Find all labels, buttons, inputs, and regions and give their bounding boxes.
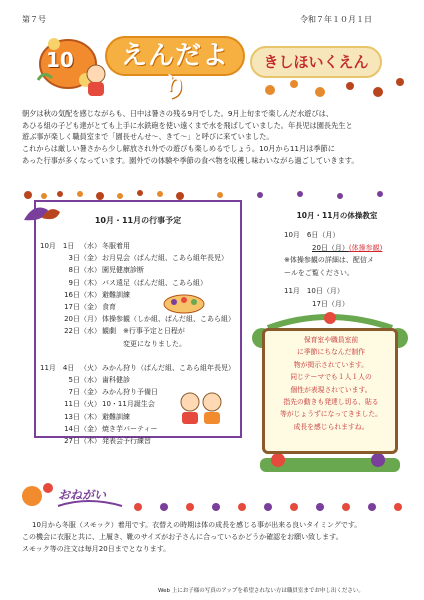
schedule-row (40, 240, 240, 252)
schedule-event: みかん狩り予備日 (102, 388, 158, 397)
schedule-title: 10月・11月の行事予定 (94, 216, 182, 225)
schedule-day: 11月 4日 (40, 363, 75, 372)
schedule-day: 7日 (68, 388, 80, 397)
child-character-icon (78, 62, 118, 98)
schedule-event: 避難訓練 (102, 290, 130, 299)
onegai-line: この機会に衣服と共に、上履き、靴のサイズがお子さんに合っているかどうか確認をお願い致します。 (22, 532, 343, 541)
schedule-weekday: （金） (80, 254, 101, 263)
board-line: 指先の動きも発達し切る、貼る (283, 398, 379, 407)
leaf-corner-icon (22, 200, 62, 224)
schedule-day: 11日 (64, 400, 80, 409)
intro-text (22, 108, 404, 166)
onegai-line: スモック等の注文は毎月20日までとなります。 (22, 544, 171, 553)
schedule-weekday: （水） (80, 376, 101, 385)
schedule-event: 避難訓練 (102, 412, 130, 421)
leaves-decoration-icon (260, 70, 410, 100)
intro-line: 朝夕は秋の気配を感じながらも、日中は暑さの残る9月でした。9月上旬まで楽しんだ水遊びは、 (22, 109, 334, 118)
schedule-weekday: （木） (80, 278, 101, 287)
schedule-weekday: （月） (80, 315, 101, 324)
schedule-weekday: （金） (80, 303, 101, 312)
board-line: 物が掲示されています。 (293, 360, 369, 369)
board-line: 個性が表現されています。 (290, 385, 372, 394)
footer-note: Web 上にお子様の写真のアップを希望されない方は職員室までお申し出ください。 (158, 588, 364, 594)
schedule-event: 園児健康診断 (102, 266, 144, 275)
issue-number: 第７号 (22, 15, 46, 24)
physical-class-note: ※体操参観の詳細は、配信メ (284, 256, 374, 264)
physical-class-date: 10月 6日（月） (284, 231, 340, 239)
schedule-weekday: （木） (80, 412, 101, 421)
schedule-row (40, 313, 240, 325)
schedule-event: みかん狩り（ぱんだ組、こあら組年長児） (102, 363, 235, 372)
schedule-weekday: （金） (80, 424, 101, 433)
schedule-weekday: （水） (80, 242, 101, 250)
issue-date: 令和７年１０月１日 (300, 15, 372, 24)
board-line: 等がじょうずになってきました。 (280, 410, 382, 419)
schedule-day: 27日 (64, 437, 80, 446)
schedule-day: 8日 (68, 266, 80, 275)
schedule-row (40, 252, 240, 264)
schedule-event: 10・11月誕生会 (102, 400, 155, 409)
schedule-day: 13日 (64, 412, 80, 421)
schedule-event: 発表会予行練習 (102, 437, 151, 446)
schedule-weekday: （木） (80, 437, 101, 446)
schedule-row (40, 289, 240, 301)
board-line: 成長を感じられますね。 (293, 422, 369, 431)
intro-line: これからは厳しい暑さから少し解放され外での遊びも楽しめるでしょう。10月から11月は季節に (22, 143, 335, 153)
schedule-row (40, 374, 240, 386)
schedule-weekday (80, 338, 102, 350)
onegai-line: 10月から冬服（スモック）着用です。衣替えの時期は体の成長を感じる事が出来る良いタイミングです。 (32, 521, 362, 529)
schedule-weekday: （火） (80, 363, 101, 372)
schedule-event: 体操参観（しか組、ぱんだ組、こあら組） (102, 315, 235, 324)
intro-line: あった行事が多くなっています。園外での体験や季節の食べ物を収穫し味わいながら過ごしていきます。 (22, 155, 359, 165)
month-badge: 10 (46, 48, 74, 72)
schedule-day: 14日 (64, 424, 80, 433)
schedule-day (40, 338, 80, 350)
schedule-day: 22日 (64, 327, 80, 336)
children-illustration-icon (174, 388, 230, 428)
physical-class-date: 20日（月） (312, 243, 349, 252)
schedule-day: 9日 (68, 278, 80, 287)
schedule-event: 食育 (102, 303, 116, 312)
board-line: 保育室や職員室前 (303, 336, 359, 344)
schedule-event: 冬服着用 (102, 242, 130, 250)
board-line: 同じテーマでも１人１人の (290, 373, 372, 382)
school-name: きしほいくえん (263, 53, 369, 71)
schedule-event: 変更になりました。 (102, 339, 186, 348)
intro-line: あひる組の子ども達がとても上手に水鉄砲を使い遠くまで水を飛ばしていました。年長児は園長先生と (22, 120, 353, 130)
schedule-event: 歯科健診 (102, 376, 130, 385)
schedule-day: 3日 (68, 254, 80, 263)
schedule-event: 観劇 ※行事予定と日程が (102, 327, 185, 336)
schedule-event: 焼き芋パーティー (102, 424, 158, 433)
physical-class-date: 17日（月） (312, 299, 349, 308)
schedule-day: 17日 (64, 303, 80, 312)
schedule-day: 5日 (68, 376, 80, 385)
physical-class-title: 10月・11月の体操教室 (296, 211, 378, 220)
schedule-row (40, 264, 240, 276)
schedule-day: 10月 1日 (40, 242, 75, 250)
schedule-row (40, 301, 240, 313)
schedule-weekday: （火） (80, 400, 101, 409)
physical-class-note-red: (体操参観) (348, 243, 383, 252)
schedule-weekday: （木） (80, 290, 101, 299)
physical-class-panel (262, 210, 412, 310)
schedule-day: 16日 (64, 290, 80, 299)
schedule-row (40, 325, 240, 337)
schedule-row (40, 277, 240, 289)
schedule-row (40, 362, 240, 374)
food-illustration-icon (162, 290, 206, 314)
schedule-weekday: （水） (80, 266, 101, 275)
fruit-row-icon (130, 500, 406, 514)
intro-line: 遊ぶ事が楽しく職員室まで「園長せんせ～、きて～」と呼びに来ていました。 (22, 132, 274, 142)
schedule-event: バス遠足（ぱんだ組、こあら組） (102, 278, 207, 287)
schedule-weekday: （水） (80, 327, 101, 336)
schedule-weekday: （金） (80, 388, 101, 397)
schedule-event: お月見会（ぱんだ組、こあら組年長児） (102, 254, 228, 263)
physical-class-note: ールをご覧ください。 (284, 268, 354, 277)
onegai-text (22, 520, 408, 556)
onegai-title: おねがい (58, 488, 107, 502)
board-line: に季節にちなんだ制作 (297, 348, 365, 357)
physical-class-date: 11月 10日（月） (284, 287, 344, 295)
newsletter-title: えんだより (120, 41, 229, 103)
schedule-day: 20日 (64, 315, 80, 324)
notice-board-text (266, 334, 396, 433)
schedule-row (40, 435, 240, 447)
schedule-row (40, 338, 240, 350)
